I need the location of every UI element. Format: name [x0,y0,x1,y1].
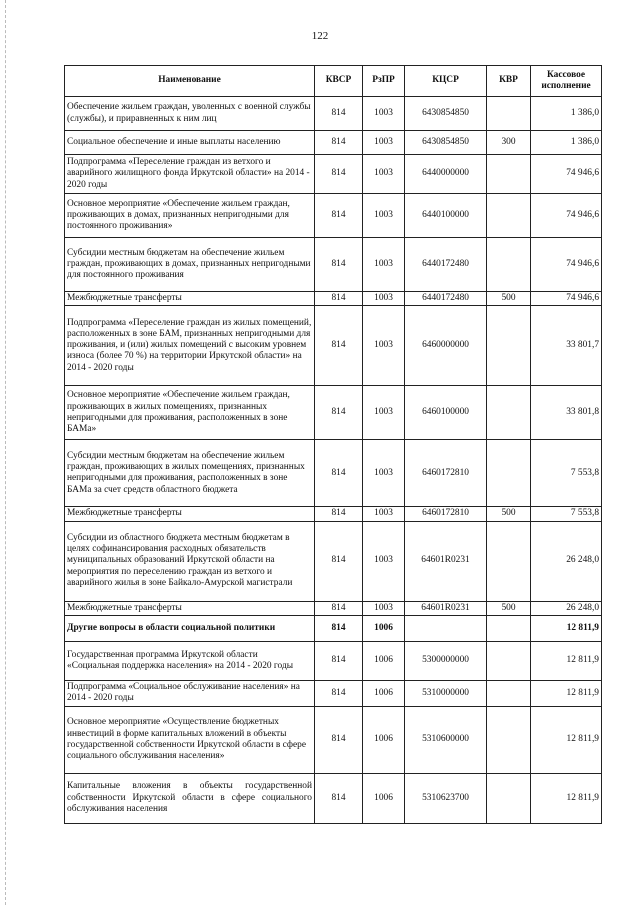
cell-kcsr: 6440100000 [405,194,487,238]
cell-rzpr: 1003 [363,238,405,292]
cell-kcsr: 6460000000 [405,306,487,386]
header-name: Наименование [65,66,315,97]
cell-rzpr: 1006 [363,641,405,680]
cell-kcsr: 5310600000 [405,706,487,773]
cell-name: Обеспечение жильем граждан, уволенных с военной службы (службы), и приравненных к ним лиц [65,97,315,131]
cell-rzpr: 1003 [363,440,405,507]
cell-rzpr: 1003 [363,131,405,155]
cell-kcsr: 5310623700 [405,773,487,823]
cell-amount: 12 811,9 [531,773,602,823]
cell-rzpr: 1006 [363,680,405,706]
header-amount: Кассовое исполнение [531,66,602,97]
cell-kvsr: 814 [315,507,363,521]
cell-rzpr: 1003 [363,601,405,615]
header-kvr: КВР [487,66,531,97]
cell-amount: 74 946,6 [531,238,602,292]
cell-kvr [487,97,531,131]
cell-name: Субсидии местным бюджетам на обеспечение жильем граждан, проживающих в жилых помещениях, признанных непригодными для проживания, расположенных в зоне БАМа за счет средств областного бюджета [65,440,315,507]
cell-kvsr: 814 [315,521,363,601]
cell-kcsr: 6440000000 [405,155,487,194]
header-kcsr: КЦСР [405,66,487,97]
cell-amount: 74 946,6 [531,292,602,306]
cell-kvr: 500 [487,601,531,615]
table-row [65,440,602,507]
cell-name: Социальное обеспечение и иные выплаты населению [65,131,315,155]
table-row [65,97,602,131]
cell-amount: 12 811,9 [531,706,602,773]
cell-kvr: 500 [487,292,531,306]
cell-kvr [487,615,531,641]
cell-name: Межбюджетные трансферты [65,507,315,521]
cell-kvsr: 814 [315,238,363,292]
table-row [65,131,602,155]
cell-kvsr: 814 [315,306,363,386]
cell-kvsr: 814 [315,194,363,238]
cell-rzpr: 1003 [363,507,405,521]
cell-kvr [487,706,531,773]
cell-rzpr: 1003 [363,386,405,440]
cell-name: Подпрограмма «Переселение граждан из жилых помещений, расположенных в зоне БАМ, признанных непригодными для проживания, и (или) жилых помещений с высоким уровнем износа (более 70 %) на территории Иркутской области» на 2014 - 2020 годы [65,306,315,386]
cell-amount: 26 248,0 [531,601,602,615]
cell-amount: 33 801,7 [531,306,602,386]
cell-kvsr: 814 [315,440,363,507]
table-row [65,773,602,823]
cell-kvsr: 814 [315,97,363,131]
table-row [65,680,602,706]
cell-name: Государственная программа Иркутской области «Социальная поддержка населения» на 2014 - 2020 годы [65,641,315,680]
cell-name: Межбюджетные трансферты [65,601,315,615]
cell-name: Капитальные вложения в объекты государственной собственности Иркутской области в сфере социального обслуживания населения [65,773,315,823]
cell-name: Другие вопросы в области социальной политики [65,615,315,641]
cell-name: Основное мероприятие «Обеспечение жильем граждан, проживающих в жилых помещениях, признанных непригодными для проживания, расположенных в зоне БАМа» [65,386,315,440]
cell-kvsr: 814 [315,386,363,440]
table-header-row [65,66,602,97]
cell-kvsr: 814 [315,680,363,706]
cell-name: Основное мероприятие «Обеспечение жильем граждан, проживающих в домах, признанных непригодными для постоянного проживания» [65,194,315,238]
cell-kvr [487,194,531,238]
header-kvsr: КВСР [315,66,363,97]
cell-amount: 33 801,8 [531,386,602,440]
cell-kvr [487,155,531,194]
cell-kcsr: 64601R0231 [405,521,487,601]
table-row [65,194,602,238]
cell-name: Межбюджетные трансферты [65,292,315,306]
table-row [65,706,602,773]
cell-name: Субсидии местным бюджетам на обеспечение жильем граждан, проживающих в домах, признанных непригодными для постоянного проживания [65,238,315,292]
cell-rzpr: 1003 [363,194,405,238]
cell-rzpr: 1003 [363,292,405,306]
cell-kcsr: 6440172480 [405,238,487,292]
cell-kcsr [405,615,487,641]
table-row [65,306,602,386]
header-rzpr: РзПР [363,66,405,97]
table-row [65,386,602,440]
cell-kvsr: 814 [315,601,363,615]
table-row [65,601,602,615]
cell-amount: 7 553,8 [531,507,602,521]
cell-kvr: 500 [487,507,531,521]
budget-execution-table [64,65,602,824]
cell-kvr [487,386,531,440]
scan-edge-line [5,0,6,905]
cell-kvr [487,773,531,823]
cell-rzpr: 1006 [363,773,405,823]
cell-kvsr: 814 [315,155,363,194]
cell-name: Подпрограмма «Социальное обслуживание населения» на 2014 - 2020 годы [65,680,315,706]
cell-kvr [487,306,531,386]
cell-rzpr: 1003 [363,521,405,601]
cell-amount: 7 553,8 [531,440,602,507]
table-row [65,155,602,194]
cell-kcsr: 6430854850 [405,97,487,131]
table-row [65,521,602,601]
cell-amount: 1 386,0 [531,97,602,131]
cell-kcsr: 6460100000 [405,386,487,440]
cell-amount: 12 811,9 [531,641,602,680]
cell-kcsr: 6440172480 [405,292,487,306]
cell-kvsr: 814 [315,641,363,680]
cell-name: Подпрограмма «Переселение граждан из ветхого и аварийного жилищного фонда Иркутской области» на 2014 - 2020 годы [65,155,315,194]
cell-kvr [487,680,531,706]
cell-name: Основное мероприятие «Осуществление бюджетных инвестиций в форме капитальных вложений в объекты государственной собственности Иркутской области в сфере социального обслуживания населения» [65,706,315,773]
cell-rzpr: 1006 [363,706,405,773]
cell-kvr [487,641,531,680]
cell-kvr: 300 [487,131,531,155]
cell-kvsr: 814 [315,706,363,773]
table-row [65,507,602,521]
table-row [65,641,602,680]
cell-amount: 1 386,0 [531,131,602,155]
cell-amount: 74 946,6 [531,155,602,194]
cell-kvsr: 814 [315,131,363,155]
cell-kvsr: 814 [315,773,363,823]
table-row [65,615,602,641]
cell-amount: 12 811,9 [531,680,602,706]
page-number: 122 [311,30,329,42]
cell-amount: 12 811,9 [531,615,602,641]
cell-kvr [487,238,531,292]
cell-kcsr: 64601R0231 [405,601,487,615]
table-row [65,238,602,292]
cell-kcsr: 6430854850 [405,131,487,155]
table-body [65,97,602,824]
cell-kvsr: 814 [315,292,363,306]
cell-amount: 26 248,0 [531,521,602,601]
cell-kcsr: 5310000000 [405,680,487,706]
cell-kcsr: 6460172810 [405,507,487,521]
table-row [65,292,602,306]
cell-kvr [487,440,531,507]
cell-amount: 74 946,6 [531,194,602,238]
cell-rzpr: 1003 [363,97,405,131]
cell-kvr [487,521,531,601]
cell-rzpr: 1003 [363,306,405,386]
cell-kcsr: 5300000000 [405,641,487,680]
cell-rzpr: 1006 [363,615,405,641]
cell-name: Субсидии из областного бюджета местным бюджетам в целях софинансирования расходных обязательств муниципальных образований Иркутской области на мероприятия по переселению граждан из ветхого и аварийного жилья в зоне Байкало-Амурской магистрали [65,521,315,601]
cell-rzpr: 1003 [363,155,405,194]
cell-kcsr: 6460172810 [405,440,487,507]
cell-kvsr: 814 [315,615,363,641]
